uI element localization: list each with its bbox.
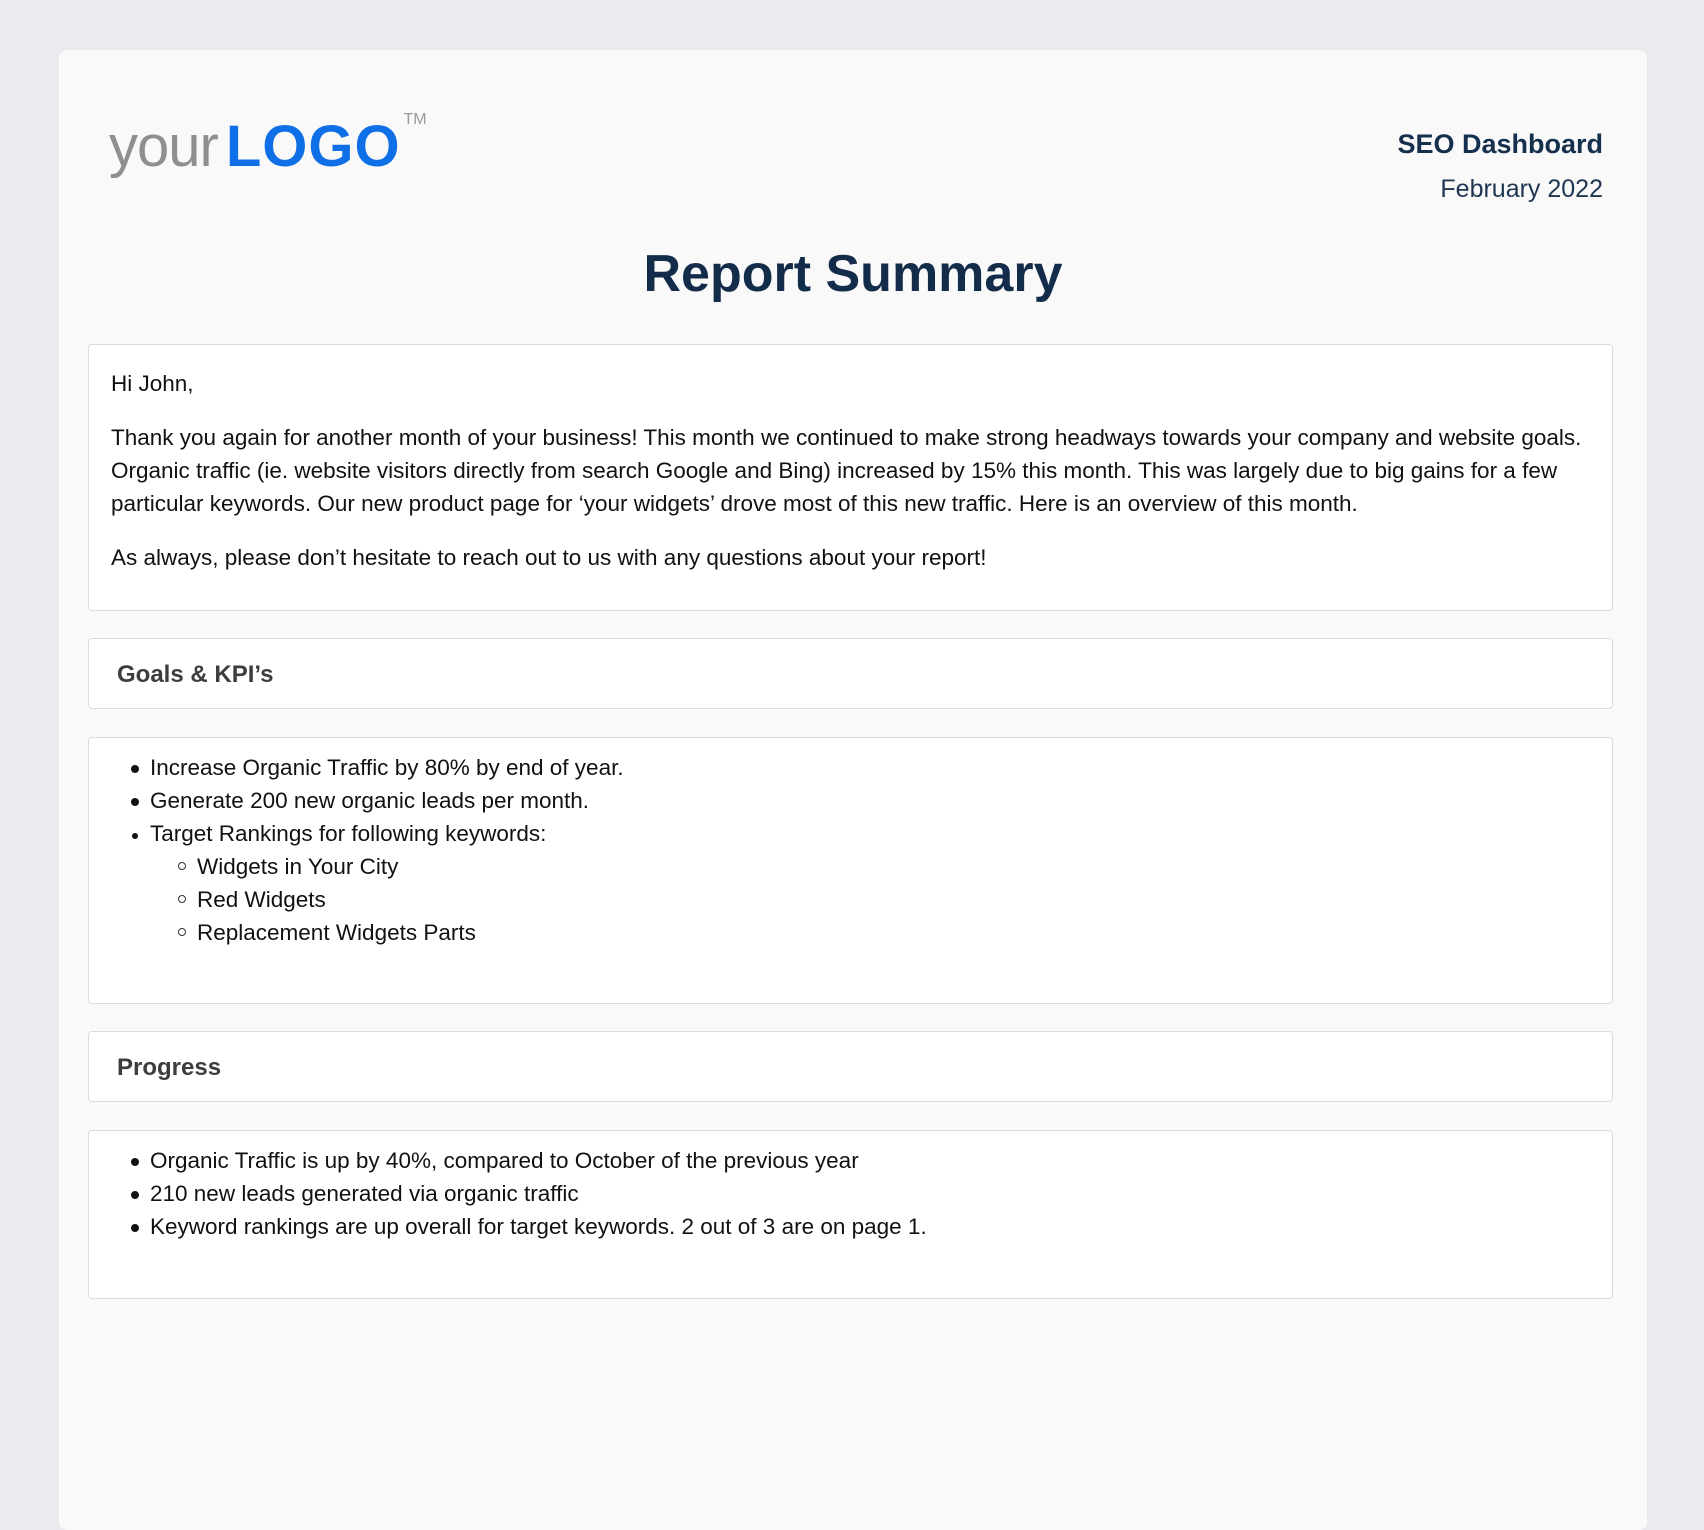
bullet-icon (131, 1158, 139, 1166)
bullet-icon (131, 1224, 139, 1232)
report-header-meta (1397, 128, 1603, 204)
goal-text: Target Rankings for following keywords: (150, 821, 547, 846)
bullet-icon (132, 833, 138, 839)
list-item (89, 850, 1612, 883)
list-item (89, 751, 1612, 784)
progress-text: Keyword rankings are up overall for target keywords. 2 out of 3 are on page 1. (150, 1214, 927, 1239)
goal-text: Generate 200 new organic leads per month. (150, 788, 590, 813)
bullet-icon (131, 1191, 139, 1199)
list-item (89, 784, 1612, 817)
list-item (89, 1144, 1612, 1177)
greeting-text: Hi John, (111, 371, 194, 396)
logo-text-light: your (109, 114, 218, 179)
circle-bullet-icon (178, 895, 186, 903)
list-item (89, 916, 1612, 949)
progress-text: 210 new leads generated via organic traffic (150, 1181, 579, 1206)
list-item (89, 817, 1612, 949)
progress-card (88, 1130, 1613, 1299)
dashboard-title: SEO Dashboard (1397, 129, 1603, 159)
company-logo (109, 111, 427, 179)
goals-section-header (88, 638, 1613, 709)
progress-list (89, 1131, 1612, 1243)
bullet-icon (131, 765, 139, 773)
progress-text: Organic Traffic is up by 40%, compared to October of the previous year (150, 1148, 859, 1173)
circle-bullet-icon (178, 862, 186, 870)
report-page (59, 50, 1647, 1530)
progress-heading: Progress (117, 1054, 222, 1081)
list-item (89, 1210, 1612, 1243)
keyword-text: Widgets in Your City (197, 854, 399, 879)
list-item (89, 1177, 1612, 1210)
logo-trademark: TM (403, 111, 427, 128)
closing-text: As always, please don’t hesitate to reach out to us with any questions about your report! (111, 545, 987, 570)
bullet-icon (131, 798, 139, 806)
keyword-text: Replacement Widgets Parts (197, 920, 476, 945)
summary-card (88, 344, 1613, 611)
page-title: Report Summary (643, 245, 1063, 303)
goal-text: Increase Organic Traffic by 80% by end of year. (150, 755, 624, 780)
list-item (89, 883, 1612, 916)
keyword-list (89, 850, 1612, 949)
logo-text-bold: LOGO (225, 114, 401, 179)
goals-list (89, 738, 1612, 949)
goals-heading: Goals & KPI’s (117, 661, 274, 688)
keyword-text: Red Widgets (197, 887, 326, 912)
goals-card (88, 737, 1613, 1004)
report-period: February 2022 (1440, 175, 1603, 203)
progress-section-header (88, 1031, 1613, 1102)
circle-bullet-icon (178, 928, 186, 936)
summary-body-text: Thank you again for another month of your business! This month we continued to make strong headways towards your company and website goals. Organic traffic (ie. website visitors directly from search Google and Bing) increased by 15% this month. This was largely due to big gains for a few particular keywords. Our new product page for ‘your widgets’ drove most of this new traffic. Here is an overview of this month. (111, 425, 1582, 516)
